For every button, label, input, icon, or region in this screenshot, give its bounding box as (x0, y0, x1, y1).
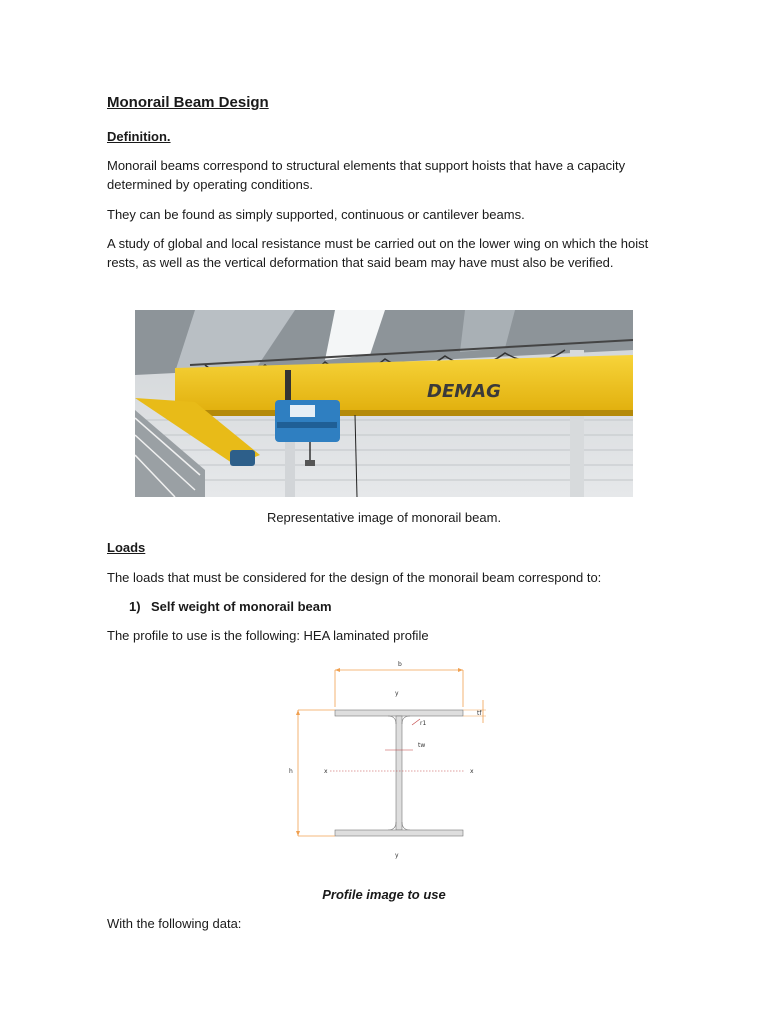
profile-caption: Profile image to use (322, 887, 446, 902)
dim-tf-label: tf (477, 710, 482, 717)
dim-tw-label: tw (418, 742, 426, 749)
brand-logo: DEMAG (427, 381, 501, 402)
monorail-beam-photo (135, 310, 633, 497)
axis-y-top-label: y (395, 690, 399, 697)
paragraph-line: A study of global and local resistance must be carried out on the lower wing on which the hoist (107, 236, 649, 251)
definition-heading: Definition. (107, 129, 171, 144)
paragraph-line: determined by operating conditions. (107, 177, 313, 192)
profile-intro: The profile to use is the following: HEA laminated profile (107, 628, 429, 643)
radius-r1-label: r1 (420, 720, 427, 727)
photo-caption: Representative image of monorail beam. (266, 510, 502, 525)
axis-x-right-label: x (470, 768, 474, 775)
list-item: Self weight of monorail beam (151, 599, 332, 614)
hea-profile-drawing (280, 655, 500, 865)
axis-x-left-label: x (324, 768, 328, 775)
axis-y-bottom-label: y (395, 852, 399, 859)
loads-intro: The loads that must be considered for the design of the monorail beam correspond to: (107, 570, 602, 585)
loads-heading: Loads (107, 540, 146, 555)
list-number: 1) (129, 599, 141, 614)
paragraph-line: Monorail beams correspond to structural elements that support hoists that have a capacity (107, 158, 626, 173)
paragraph-line: rests, as well as the vertical deformation that said beam may have must also be verified. (107, 255, 614, 270)
data-intro: With the following data: (107, 916, 242, 931)
paragraph-line: They can be found as simply supported, continuous or cantilever beams. (107, 207, 525, 222)
dim-b-label: b (398, 661, 402, 668)
dim-h-label: h (289, 768, 293, 775)
page-title: Monorail Beam Design (107, 94, 269, 111)
